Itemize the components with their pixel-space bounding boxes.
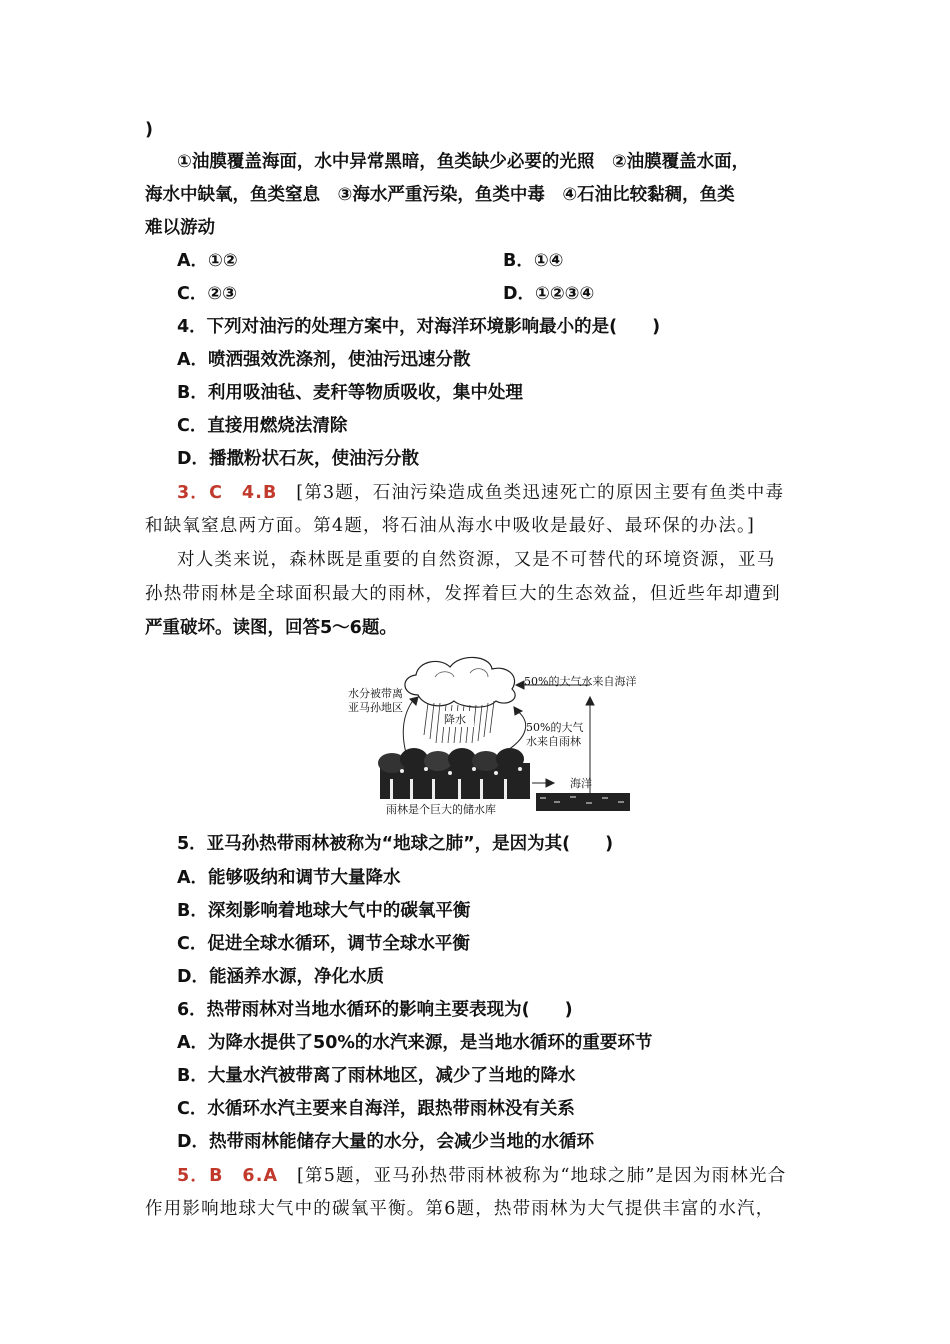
passage-line-3: 严重破坏。读图，回答5～6题。 <box>145 618 397 638</box>
answer-3-4-explanation-1: [第3题，石油污染造成鱼类迅速死亡的原因主要有鱼类中毒 <box>296 483 785 503</box>
runoff-arrow-icon <box>532 779 554 787</box>
q6-stem: 6．热带雨林对当地水循环的影响主要表现为( ) <box>177 1000 573 1020</box>
q6-option-d: D．热带雨林能储存大量的水分，会减少当地的水循环 <box>177 1132 595 1152</box>
q3-paren: ) <box>145 120 153 140</box>
figure-label-forest-source-1: 50%的大气 <box>526 721 584 734</box>
passage-line-2: 孙热带雨林是全球面积最大的雨林，发挥着巨大的生态效益，但近些年却遭到 <box>145 584 781 604</box>
ocean-icon <box>536 793 630 811</box>
answer-3-4-line-2: 和缺氧窒息两方面。第4题，将石油从海水中吸收是最好、最环保的办法。] <box>145 516 756 536</box>
figure-label-rain: 降水 <box>444 713 466 726</box>
q5-option-c: C．促进全球水循环，调节全球水平衡 <box>177 934 470 954</box>
passage-line-1: 对人类来说，森林既是重要的自然资源，又是不可替代的环境资源，亚马 <box>177 550 776 570</box>
q6-option-a: A．为降水提供了50%的水汽来源，是当地水循环的重要环节 <box>177 1033 653 1053</box>
q3-statement-line-3: 难以游动 <box>145 218 215 238</box>
q5-stem: 5．亚马孙热带雨林被称为“地球之肺”，是因为其( ) <box>177 834 614 854</box>
q4-stem: 4．下列对油污的处理方案中，对海洋环境影响最小的是( ) <box>177 317 661 337</box>
q5-option-a: A．能够吸纳和调节大量降水 <box>177 868 401 888</box>
answer-5-6-key: 5．B 6.A <box>177 1166 279 1186</box>
q3-option-b: B．①④ <box>503 251 564 271</box>
q4-option-b: B．利用吸油毡、麦秆等物质吸收，集中处理 <box>177 383 523 403</box>
q4-option-d: D．播撒粉状石灰，使油污分散 <box>177 449 420 469</box>
q3-option-c: C．②③ <box>177 284 237 304</box>
forest-moisture-arrow-icon <box>508 707 526 750</box>
q6-option-c: C．水循环水汽主要来自海洋，跟热带雨林没有关系 <box>177 1099 575 1119</box>
figure-label-carried-1: 水分被带离 <box>348 687 403 700</box>
q5-option-b: B．深刻影响着地球大气中的碳氧平衡 <box>177 901 471 921</box>
answer-3-4-key: 3．C 4.B <box>177 483 278 503</box>
answer-5-6-line-2: 作用影响地球大气中的碳氧平衡。第6题，热带雨林为大气提供丰富的水汽， <box>145 1199 775 1219</box>
q3-option-a: A．①② <box>177 251 238 271</box>
q5-option-d: D．能涵养水源，净化水质 <box>177 967 385 987</box>
answer-3-4-line-1 <box>177 481 784 505</box>
figure-label-reservoir: 雨林是个巨大的储水库 <box>386 803 496 816</box>
q3-statement-line-2: 海水中缺氧，鱼类窒息 ③海水严重污染，鱼类中毒 ④石油比较黏稠，鱼类 <box>145 185 735 205</box>
q6-option-b: B．大量水汽被带离了雨林地区，减少了当地的降水 <box>177 1066 576 1086</box>
answer-5-6-line-1 <box>177 1164 786 1188</box>
q3-statement-line-1: ①油膜覆盖海面，水中异常黑暗，鱼类缺少必要的光照 ②油膜覆盖水面， <box>177 152 750 172</box>
water-cycle-figure <box>340 655 637 823</box>
q4-option-c: C．直接用燃烧法清除 <box>177 416 348 436</box>
cloud-icon <box>405 657 515 707</box>
figure-label-ocean: 海洋 <box>570 777 592 790</box>
answer-5-6-explanation-1: [第5题，亚马孙热带雨林被称为“地球之肺”是因为雨林光合 <box>297 1166 787 1186</box>
rainforest-icon <box>378 748 530 799</box>
figure-label-ocean-source: 50%的大气水来自海洋 <box>524 675 637 688</box>
figure-label-forest-source-2: 水来自雨林 <box>526 735 581 748</box>
q3-option-d: D．①②③④ <box>503 284 595 304</box>
figure-label-carried-2: 亚马孙地区 <box>348 701 403 714</box>
q4-option-a: A．喷洒强效洗涤剂，使油污迅速分散 <box>177 350 471 370</box>
